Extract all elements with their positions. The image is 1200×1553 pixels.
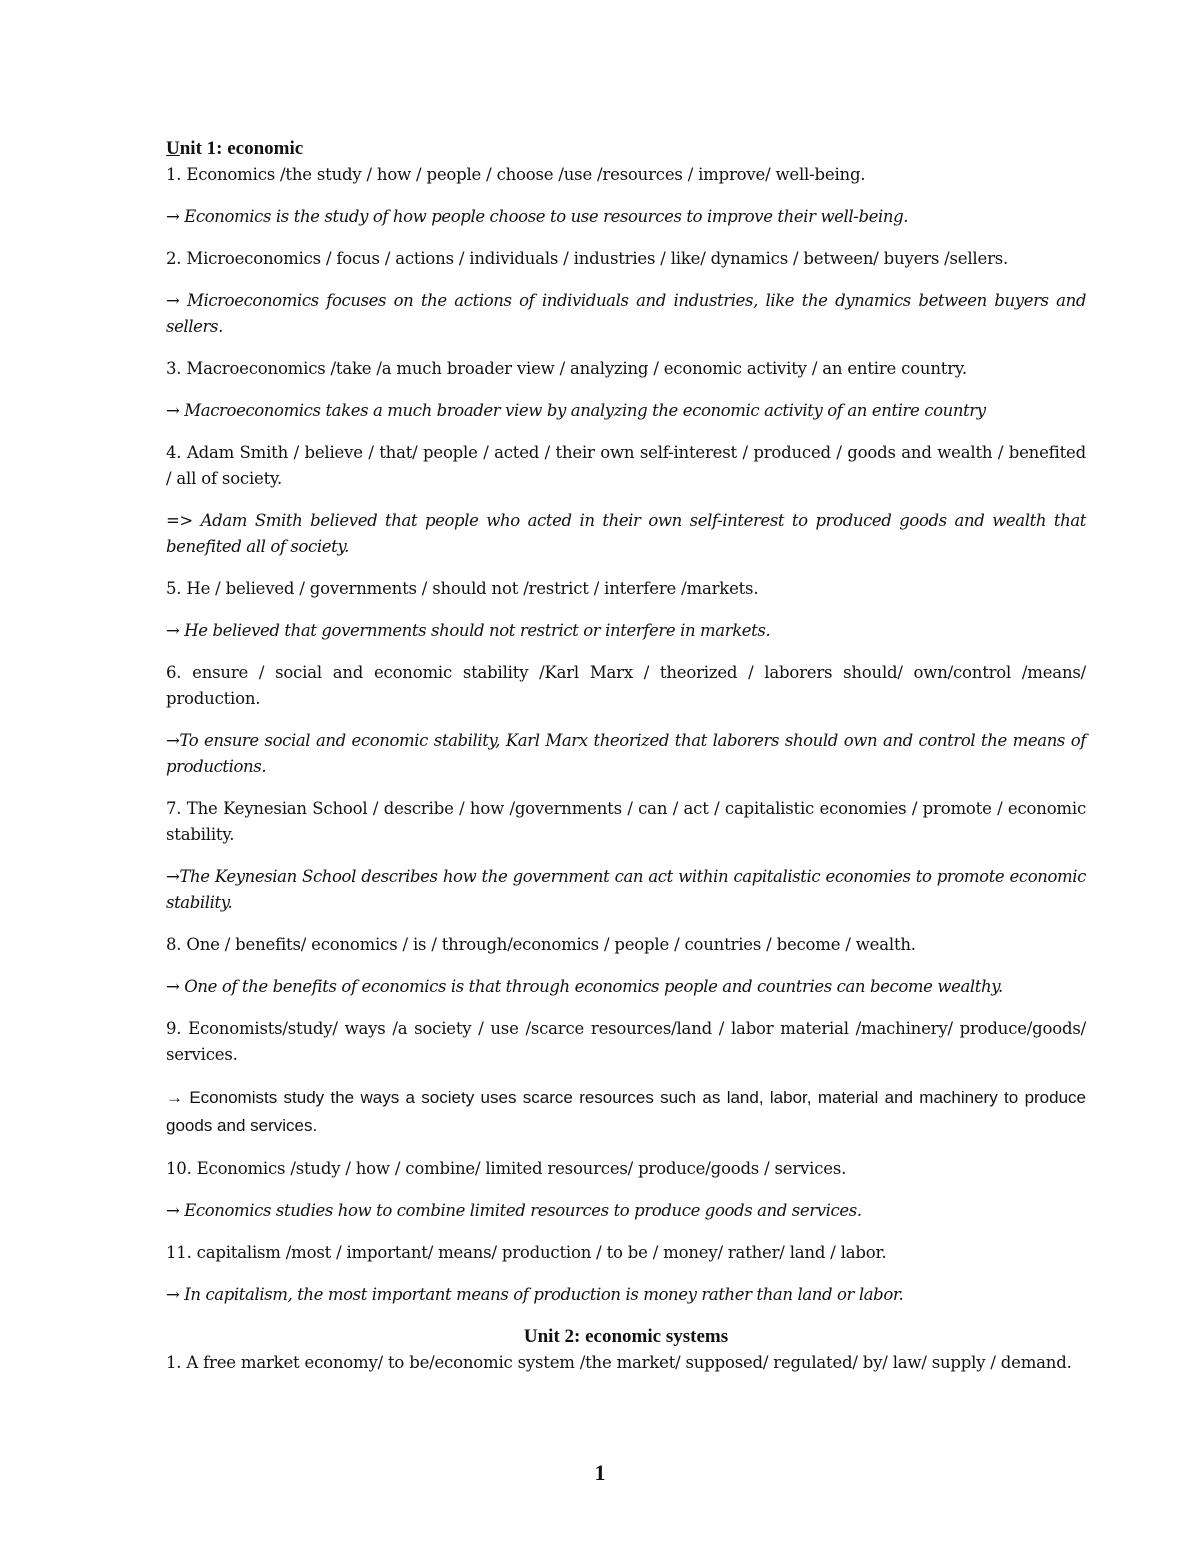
exercise-prompt-6: 6. ensure / social and economic stability /Karl Marx / theorized / laborers should/ own/control /means/ production. xyxy=(166,663,1086,708)
unit-1-heading xyxy=(166,136,1086,162)
unit-1-heading-initial: U xyxy=(166,138,180,159)
exercise-prompt-2: 2. Microeconomics / focus / actions / individuals / industries / like/ dynamics / between/ buyers /sellers. xyxy=(166,249,1009,268)
page-number: 1 xyxy=(594,1460,606,1485)
exercise-answer-7: →The Keynesian School describes how the government can act within capitalistic economies to promote economic stability. xyxy=(166,867,1086,912)
exercise-answer-10: → Economics studies how to combine limited resources to produce goods and services. xyxy=(166,1201,862,1220)
exercise-answer-11: → In capitalism, the most important means of production is money rather than land or labor. xyxy=(166,1285,904,1304)
exercise-prompt-10: 10. Economics /study / how / combine/ limited resources/ produce/goods / services. xyxy=(166,1159,847,1178)
exercise-answer-9: → Economists study the ways a society uses scarce resources such as land, labor, material and machinery to produce goods and services. xyxy=(166,1088,1086,1135)
exercise-answer-6: →To ensure social and economic stability, Karl Marx theorized that laborers should own and control the means of productions. xyxy=(166,731,1086,776)
exercise-prompt-9: 9. Economists/study/ ways /a society / use /scarce resources/land / labor material /machinery/ produce/goods/ services. xyxy=(166,1019,1086,1064)
exercise-prompt-7: 7. The Keynesian School / describe / how /governments / can / act / capitalistic economies / promote / economic stability. xyxy=(166,799,1086,844)
unit-2-exercise-prompt-1: 1. A free market economy/ to be/economic system /the market/ supposed/ regulated/ by/ law/ supply / demand. xyxy=(166,1353,1072,1372)
exercise-prompt-5: 5. He / believed / governments / should not /restrict / interfere /markets. xyxy=(166,579,759,598)
exercise-prompt-8: 8. One / benefits/ economics / is / through/economics / people / countries / become / wealth. xyxy=(166,935,916,954)
exercise-answer-5: → He believed that governments should not restrict or interfere in markets. xyxy=(166,621,771,640)
exercise-prompt-4: 4. Adam Smith / believe / that/ people / acted / their own self-interest / produced / goods and wealth / benefited / all of society. xyxy=(166,443,1086,488)
exercise-prompt-1: 1. Economics /the study / how / people / choose /use /resources / improve/ well-being. xyxy=(166,165,866,184)
document-page xyxy=(166,136,1086,1392)
exercise-answer-4: => Adam Smith believed that people who acted in their own self-interest to produced goods and wealth that benefited all of society. xyxy=(166,511,1086,556)
unit-1-heading-rest: nit 1: economic xyxy=(179,138,304,159)
exercise-prompt-11: 11. capitalism /most / important/ means/ production / to be / money/ rather/ land / labor. xyxy=(166,1243,887,1262)
exercise-answer-3: → Macroeconomics takes a much broader view by analyzing the economic activity of an entire country xyxy=(166,401,986,420)
exercise-answer-2: → Microeconomics focuses on the actions of individuals and industries, like the dynamics between buyers and sellers. xyxy=(166,291,1086,336)
unit-2-heading: Unit 2: economic systems xyxy=(523,1326,729,1347)
exercise-answer-8: → One of the benefits of economics is that through economics people and countries can become wealthy. xyxy=(166,977,1003,996)
exercise-answer-1: → Economics is the study of how people choose to use resources to improve their well-being. xyxy=(166,207,909,226)
exercise-prompt-3: 3. Macroeconomics /take /a much broader view / analyzing / economic activity / an entire country. xyxy=(166,359,967,378)
